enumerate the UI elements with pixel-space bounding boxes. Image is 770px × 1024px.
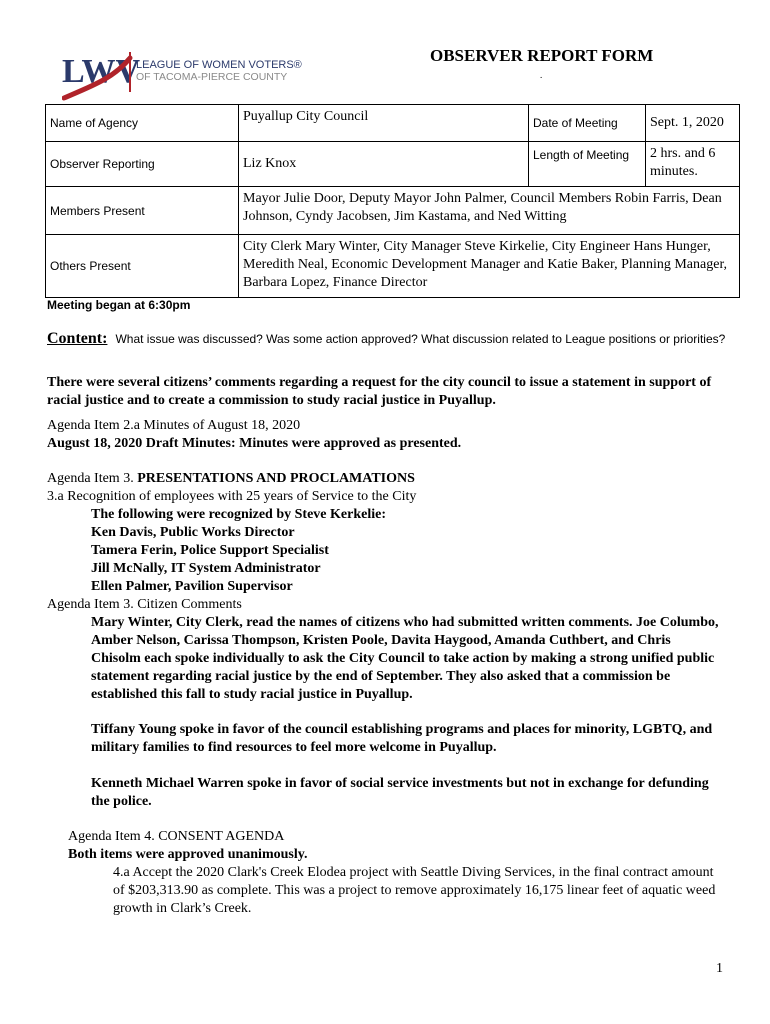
recognized-item: Ken Davis, Public Works Director xyxy=(91,525,295,540)
form-title: OBSERVER REPORT FORM xyxy=(430,46,654,65)
intro-paragraph: There were several citizens’ comments regarding a request for the city council to issue a statement in support of racial justice and to create a commission to study racial justice in Puyallup. xyxy=(47,375,712,408)
date-value: Sept. 1, 2020 xyxy=(646,105,740,142)
citizen-paragraph-3: Kenneth Michael Warren spoke in favor of social service investments but not in exchange for defunding the police. xyxy=(91,776,709,809)
item4-title: Agenda Item 4. CONSENT AGENDA xyxy=(68,829,285,844)
meeting-began: Meeting began at 6:30pm xyxy=(47,298,191,312)
agency-value: Puyallup City Council xyxy=(239,105,529,142)
length-label: Length of Meeting xyxy=(529,142,646,187)
observer-value: Liz Knox xyxy=(239,142,529,187)
length-value: 2 hrs. and 6 minutes. xyxy=(646,142,740,187)
logo-line2: OF TACOMA-PIERCE COUNTY xyxy=(136,71,288,83)
row-observer xyxy=(46,142,740,187)
citizen-title: Agenda Item 3. Citizen Comments xyxy=(47,597,242,612)
recognized-item: Tamera Ferin, Police Support Specialist xyxy=(91,543,329,558)
others-label: Others Present xyxy=(46,235,239,298)
item3-prefix: Agenda Item 3. xyxy=(47,471,138,486)
content-prompt-text: What issue was discussed? Was some action approved? What discussion related to League positions or priorities? xyxy=(115,332,726,346)
recognized-item: Ellen Palmer, Pavilion Supervisor xyxy=(91,579,293,594)
item4a-paragraph: 4.a Accept the 2020 Clark's Creek Elodea project with Seattle Diving Services, in the final contract amount of $203,313.90 as complete. This was a project to remove approximately 16,175 linear feet of aquatic weed growth in Clark’s Creek. xyxy=(113,865,716,916)
page-number: 1 xyxy=(716,961,723,976)
content-heading: Content: xyxy=(47,330,108,347)
item3-title: PRESENTATIONS AND PROCLAMATIONS xyxy=(137,471,415,486)
logo-lwv-text: LWV xyxy=(62,53,141,90)
citizen-paragraph-1: Mary Winter, City Clerk, read the names of citizens who had submitted written comments. Joe Columbo, Amber Nelson, Carissa Thompson, Kristen Poole, Davita Haygood, Amanda Cuthbert, and Chris Chisolm each spoke individually to ask the City Council to take action by making a strong unified public statement regarding racial justice by the end of September. They also asked that a commission be established this fall to study racial justice in Puyallup. xyxy=(91,615,719,702)
recognized-intro: The following were recognized by Steve Kerkelie: xyxy=(91,507,386,522)
row-agency xyxy=(46,105,740,142)
others-value: City Clerk Mary Winter, City Manager Steve Kirkelie, City Engineer Hans Hunger, Meredith Neal, Economic Development Manager and Katie Baker, Planning Manager, Barbara Lopez, Finance Director xyxy=(239,235,740,298)
observer-label: Observer Reporting xyxy=(46,142,239,187)
content-prompt xyxy=(47,330,737,348)
title-dot: . xyxy=(540,70,543,80)
item2-title: Agenda Item 2.a Minutes of August 18, 2020 xyxy=(47,418,301,433)
item3-heading xyxy=(47,470,415,488)
lwv-logo xyxy=(62,48,312,104)
members-label: Members Present xyxy=(46,187,239,235)
logo-line1: LEAGUE OF WOMEN VOTERS® xyxy=(136,59,302,71)
row-members xyxy=(46,187,740,235)
info-table xyxy=(45,104,740,298)
date-label: Date of Meeting xyxy=(529,105,646,142)
row-others xyxy=(46,235,740,298)
item3a: 3.a Recognition of employees with 25 years of Service to the City xyxy=(47,489,417,504)
citizen-paragraph-2: Tiffany Young spoke in favor of the council establishing programs and places for minority, LGBTQ, and military families to find resources to feel more welcome in Puyallup. xyxy=(91,722,713,755)
agency-label: Name of Agency xyxy=(46,105,239,142)
recognized-item: Jill McNally, IT System Administrator xyxy=(91,561,321,576)
members-value: Mayor Julie Door, Deputy Mayor John Palmer, Council Members Robin Farris, Dean Johnson, Cyndy Jacobsen, Jim Kastama, and Ned Witting xyxy=(239,187,740,235)
item4-result: Both items were approved unanimously. xyxy=(68,847,308,862)
item2-result: August 18, 2020 Draft Minutes: Minutes were approved as presented. xyxy=(47,436,462,451)
